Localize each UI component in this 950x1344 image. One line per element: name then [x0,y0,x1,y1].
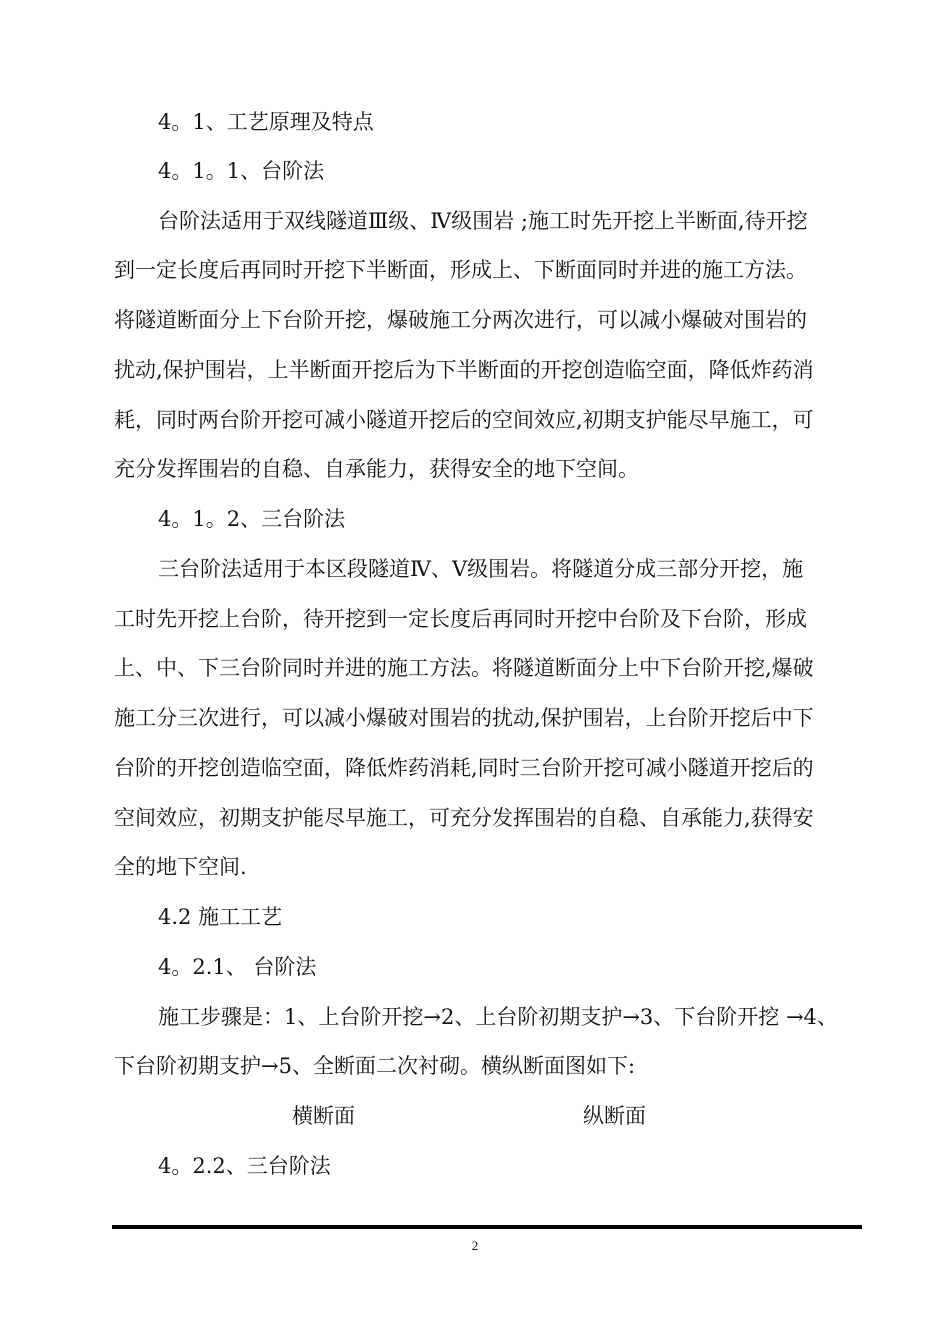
paragraph-line: 工时先开挖上台阶，待开挖到一定长度后再同时开挖中台阶及下台阶，形成 [114,607,807,631]
paragraph-line: 施工步骤是：1、上台阶开挖→2、上台阶初期支护→3、下台阶开挖 →4、 [158,1005,838,1029]
subsection-heading-4-1-1: 4。1。1、台阶法 [158,159,325,183]
footer-divider [112,1225,862,1229]
subsection-heading-4-2-2: 4。2.2、三台阶法 [158,1154,331,1178]
paragraph-line: 上、中、下三台阶同时并进的施工方法。将隧道断面分上中下台阶开挖,爆破 [114,656,814,680]
paragraph-line: 充分发挥围岩的自稳、自承能力，获得安全的地下空间。 [114,457,639,481]
paragraph-line: 耗，同时两台阶开挖可减小隧道开挖后的空间效应,初期支护能尽早施工，可 [114,408,814,432]
subsection-heading-4-1-2: 4。1。2、三台阶法 [158,507,346,531]
caption-cross-section: 横断面 [292,1104,355,1128]
paragraph-line: 扰动,保护围岩，上半断面开挖后为下半断面的开挖创造临空面，降低炸药消 [114,358,814,382]
subsection-heading-4-2-1: 4。2.1、 台阶法 [158,955,317,979]
paragraph-line: 空间效应，初期支护能尽早施工，可充分发挥围岩的自稳、自承能力,获得安 [114,806,814,830]
paragraph-line: 三台阶法适用于本区段隧道Ⅳ、Ⅴ级围岩。将隧道分成三部分开挖，施 [158,557,804,581]
section-heading-4-1: 4。1、工艺原理及特点 [158,110,374,134]
caption-longitudinal-section: 纵断面 [583,1104,646,1128]
paragraph-line: 台阶法适用于双线隧道Ⅲ级、Ⅳ级围岩 ;施工时先开挖上半断面,待开挖 [158,209,808,233]
paragraph-line: 全的地下空间. [114,855,247,879]
paragraph-line: 到一定长度后再同时开挖下半断面，形成上、下断面同时并进的施工方法。 [114,258,807,282]
paragraph-line: 下台阶初期支护→5、全断面二次衬砌。横纵断面图如下: [114,1054,636,1078]
paragraph-line: 将隧道断面分上下台阶开挖，爆破施工分两次进行，可以减小爆破对围岩的 [114,308,807,332]
section-heading-4-2: 4.2 施工工艺 [158,905,283,929]
paragraph-line: 台阶的开挖创造临空面，降低炸药消耗,同时三台阶开挖可减小隧道开挖后的 [114,756,814,780]
paragraph-line: 施工分三次进行，可以减小爆破对围岩的扰动,保护围岩，上台阶开挖后中下 [114,706,814,730]
page-number: 2 [471,1238,479,1253]
